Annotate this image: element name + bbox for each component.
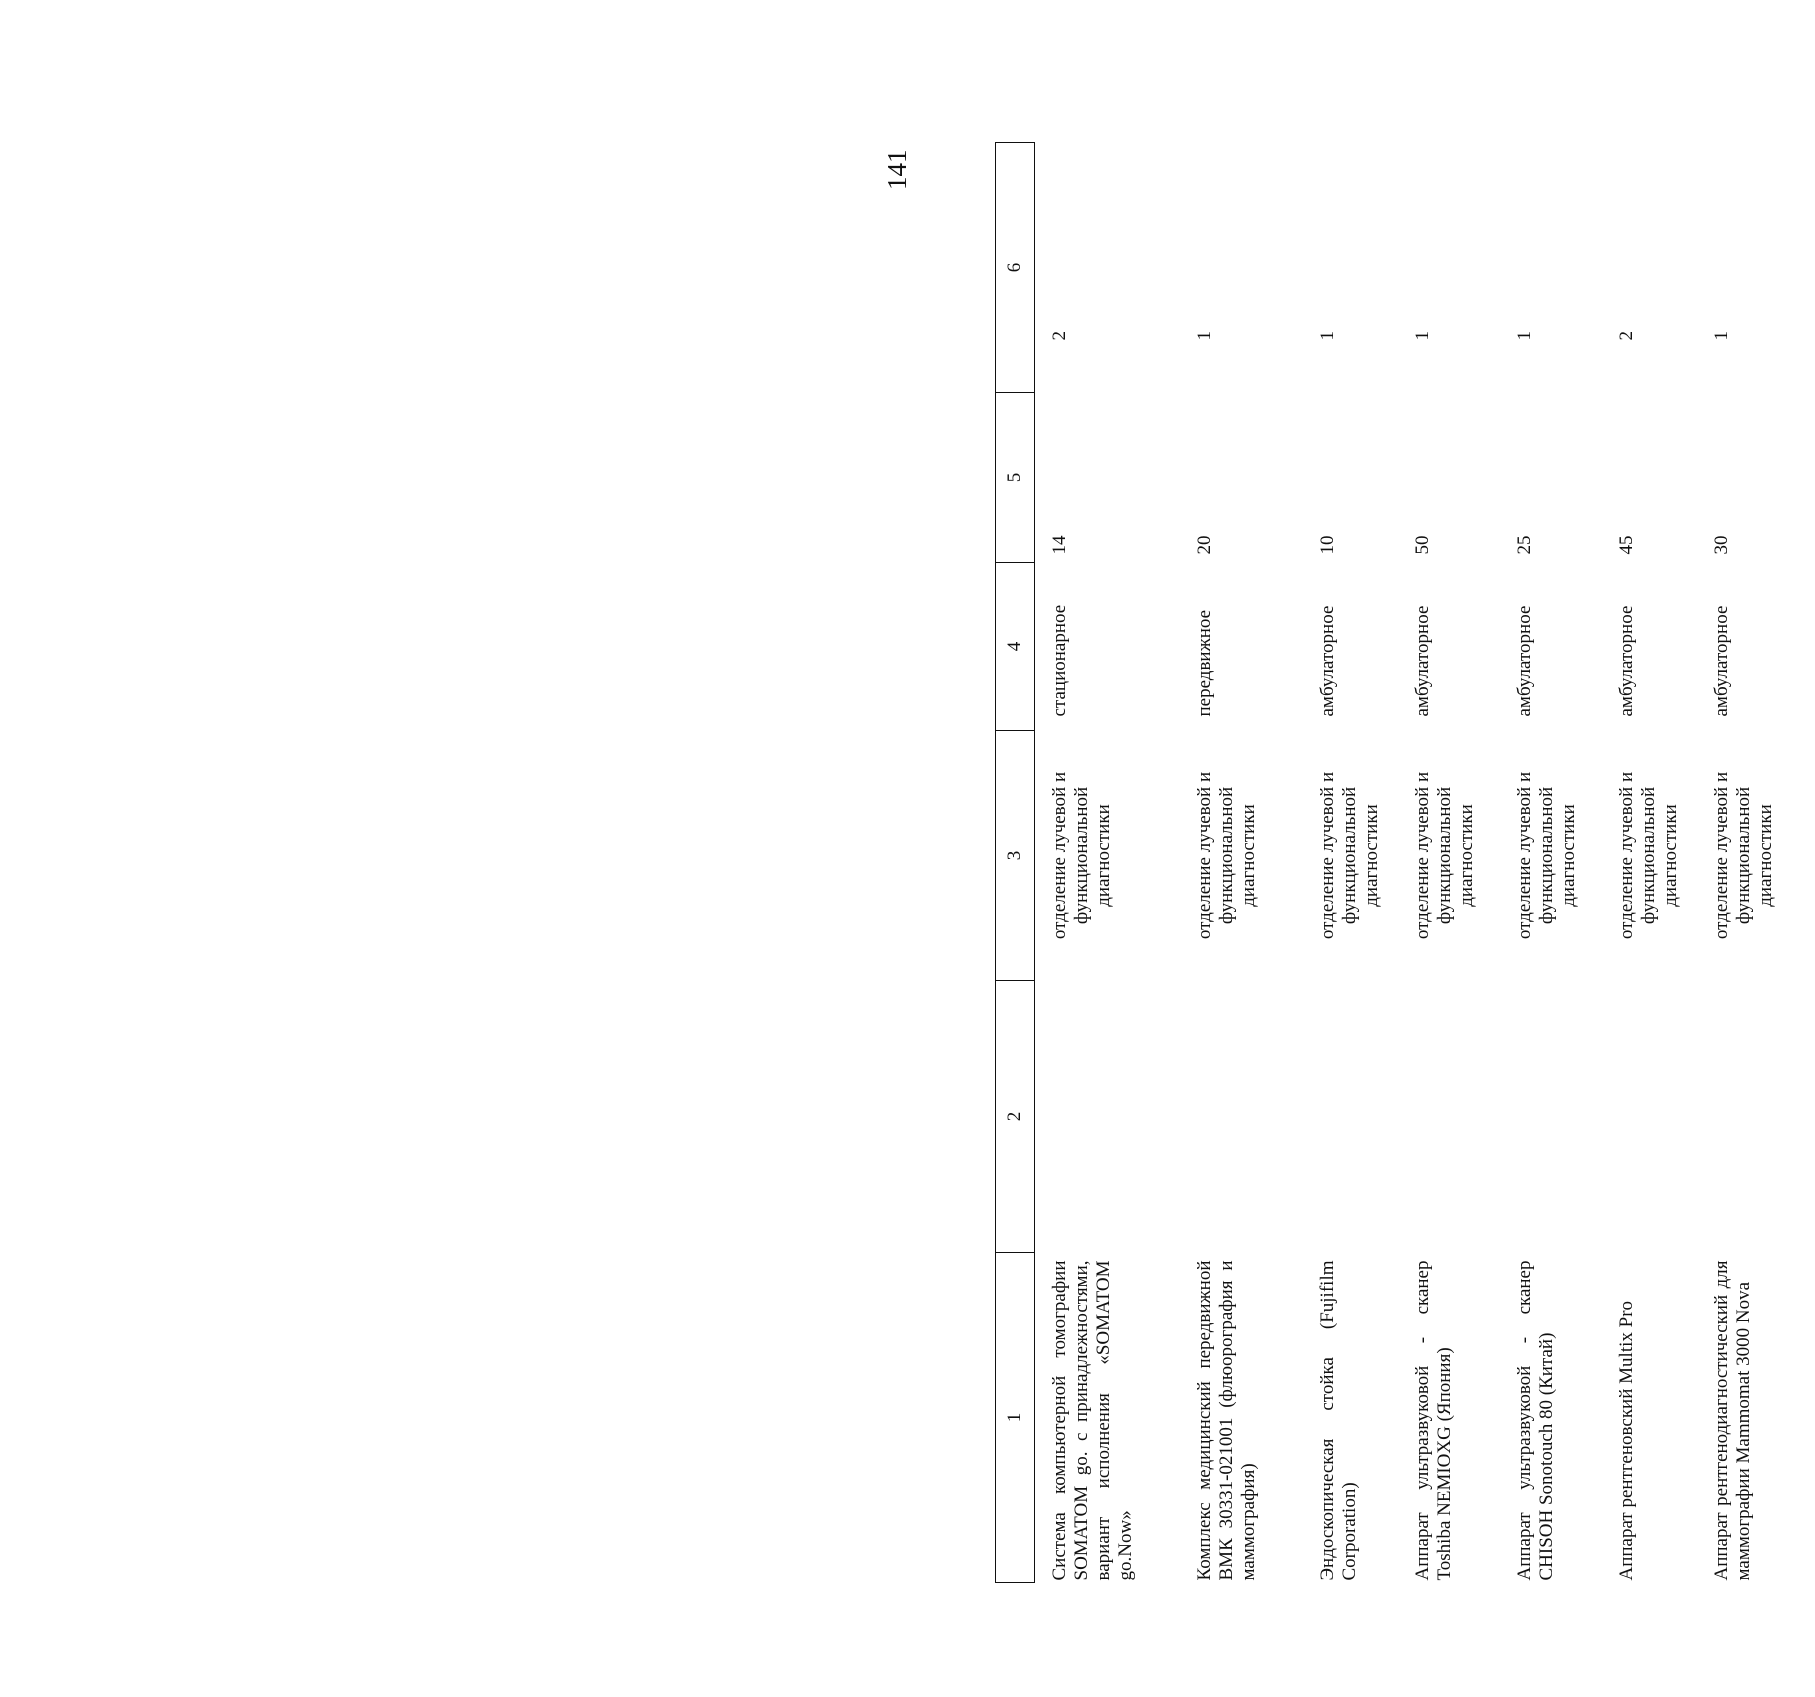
- type-cell: амбулаторное: [1615, 605, 1637, 717]
- equipment-name-cell: Эндоскопическая стойка (Fujifilm Corporation): [1316, 1260, 1360, 1581]
- type-cell: амбулаторное: [1411, 605, 1433, 717]
- type-cell: амбулаторное: [1316, 605, 1338, 717]
- equipment-table: [995, 142, 1815, 1583]
- table-cell: 50: [1411, 535, 1433, 555]
- table-header-row: [996, 143, 1035, 1583]
- column-header: 3: [996, 731, 1035, 981]
- table-cell: [1398, 981, 1500, 1253]
- department-cell: отделение лучевой и функциональной диагностики: [1411, 771, 1477, 940]
- table-row: [1398, 143, 1500, 1583]
- column-header: 5: [996, 393, 1035, 563]
- column-header: 2: [996, 981, 1035, 1253]
- table-row: [1035, 143, 1180, 1583]
- table-cell: [1602, 981, 1697, 1253]
- table-row: [1303, 143, 1398, 1583]
- table-cell: 10: [1316, 535, 1338, 555]
- table-cell: 1: [1513, 331, 1535, 341]
- column-header: 4: [996, 563, 1035, 731]
- column-header: 1: [996, 1253, 1035, 1583]
- table-row: [1602, 143, 1697, 1583]
- table-cell: [1303, 981, 1398, 1253]
- table-cell: 1: [1193, 331, 1215, 341]
- type-cell: стационарное: [1049, 604, 1070, 717]
- table-cell: 45: [1615, 535, 1637, 555]
- table-row: [1697, 143, 1815, 1583]
- table-cell: 14: [1049, 535, 1070, 555]
- table-cell: 1: [1411, 331, 1433, 341]
- table-cell: [1697, 981, 1815, 1253]
- equipment-name-cell: Аппарат рентгеновский Multix Pro: [1615, 1300, 1637, 1581]
- table-cell: 2: [1615, 331, 1637, 341]
- department-cell: отделение лучевой и функциональной диагностики: [1193, 771, 1259, 940]
- type-cell: амбулаторное: [1710, 605, 1732, 717]
- table-cell: 1: [1316, 331, 1338, 341]
- table-cell: 30: [1710, 535, 1732, 555]
- table-cell: 20: [1193, 535, 1215, 555]
- table-cell: [1180, 981, 1303, 1253]
- table-cell: 1: [1710, 331, 1732, 341]
- equipment-name-cell: Аппарат ультразвуковой - сканер Toshiba NEMIOXG (Япония): [1411, 1260, 1455, 1581]
- department-cell: отделение лучевой и функциональной диагностики: [1316, 771, 1382, 940]
- department-cell: отделение лучевой и функциональной диагностики: [1049, 771, 1114, 940]
- type-cell: передвижное: [1193, 609, 1215, 717]
- page-number: 141: [882, 149, 912, 190]
- table-cell: [1500, 981, 1602, 1253]
- table-row: [1500, 143, 1602, 1583]
- table-cell: 2: [1049, 331, 1070, 341]
- column-header: 6: [996, 143, 1035, 393]
- equipment-name-cell: Система компьютерной томографии SOMATOM go. с принадлежностями, вариант исполнения «SOMATOM go.Now»: [1049, 1260, 1136, 1581]
- table-cell: [1035, 981, 1180, 1253]
- department-cell: отделение лучевой и функциональной диагностики: [1710, 771, 1776, 940]
- equipment-name-cell: Аппарат рентгенодиагностический для маммографии Mammomat 3000 Nova: [1710, 1260, 1754, 1581]
- table-row: [1180, 143, 1303, 1583]
- table-cell: 25: [1513, 535, 1535, 555]
- rotated-table-container: [995, 143, 1775, 1583]
- department-cell: отделение лучевой и функциональной диагностики: [1615, 771, 1681, 940]
- type-cell: амбулаторное: [1513, 605, 1535, 717]
- equipment-name-cell: Аппарат ультразвуковой - сканер CHISOH Sonotouch 80 (Китай): [1513, 1260, 1557, 1581]
- equipment-name-cell: Комплекс медицинский передвижной ВМК 30331-021001 (флюорография и маммография): [1193, 1260, 1259, 1581]
- department-cell: отделение лучевой и функциональной диагностики: [1513, 771, 1579, 940]
